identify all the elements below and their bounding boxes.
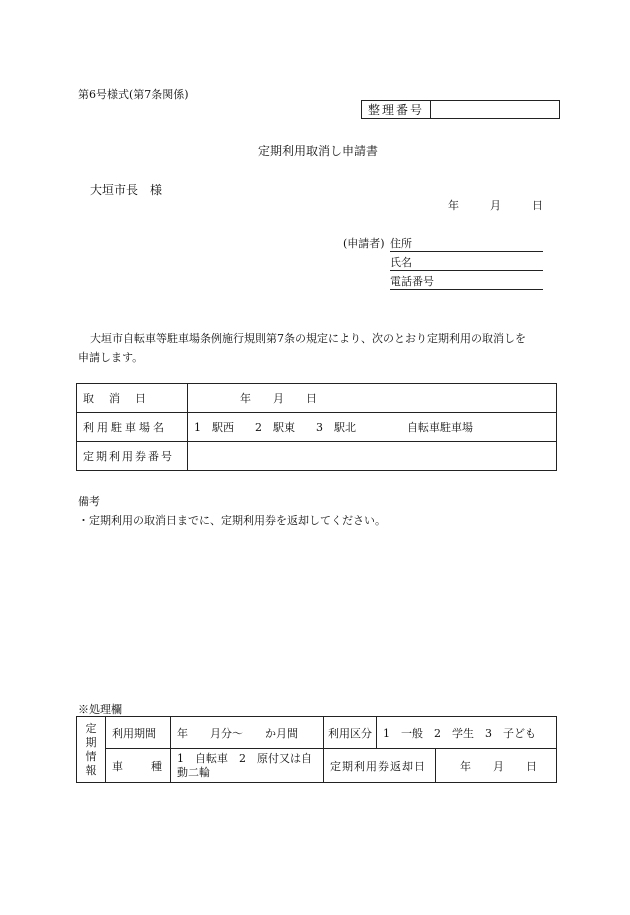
- name-label: 氏名: [390, 254, 543, 271]
- row-label-torikeshi: 取 消 日: [77, 384, 188, 413]
- applicant-phone-field[interactable]: [390, 273, 543, 290]
- row-value-ticket[interactable]: [188, 442, 557, 471]
- shashu-value-line-2: 動二輪: [177, 765, 210, 779]
- table-row: [77, 384, 557, 413]
- table-row: [77, 442, 557, 471]
- return-value[interactable]: 年 月 日: [436, 749, 557, 783]
- kubun-label: 利用区分: [324, 717, 377, 749]
- shashu-value[interactable]: [171, 749, 324, 783]
- seiri-value[interactable]: [431, 101, 560, 119]
- processing-table: [76, 716, 557, 783]
- applicant-prefix: (申請者): [343, 237, 385, 250]
- applicant-address-field[interactable]: [390, 235, 543, 252]
- addressee: 大垣市長 様: [90, 183, 163, 197]
- row-label-ticket: 定期利用券番号: [77, 442, 188, 471]
- parking-option-west[interactable]: 1 駅西: [194, 421, 234, 434]
- date-month: 月: [490, 199, 501, 212]
- row-value-torikeshi[interactable]: 年 月 日: [188, 384, 557, 413]
- body-text-line-1: 大垣市自転車等駐車場条例施行規則第7条の規定により、次のとおり定期利用の取消しを: [90, 332, 526, 345]
- seiri-box: [361, 100, 560, 119]
- table-row: [77, 749, 557, 783]
- date-day: 日: [532, 199, 543, 212]
- form-number: 第6号様式(第7条関係): [78, 88, 189, 101]
- return-label: 定期利用券返却日: [324, 749, 436, 783]
- table-row: [77, 413, 557, 442]
- shashu-label: 車 種: [106, 749, 171, 783]
- remarks-heading: 備考: [78, 495, 100, 508]
- parking-suffix: 自転車駐車場: [407, 421, 473, 434]
- date-year: 年: [448, 199, 459, 212]
- row-value-parking[interactable]: [188, 413, 557, 442]
- row-label-parking: 利用駐車場名: [77, 413, 188, 442]
- applicant-name-field[interactable]: [390, 254, 543, 271]
- body-text-line-2: 申請します。: [78, 351, 144, 364]
- phone-label: 電話番号: [390, 273, 543, 290]
- remarks-item: ・定期利用の取消日までに、定期利用券を返却してください。: [78, 514, 386, 527]
- period-label: 利用期間: [106, 717, 171, 749]
- shashu-value-line-1: 1 自転車 2 原付又は自: [177, 751, 312, 765]
- table-row: [77, 717, 557, 749]
- main-table: [76, 383, 557, 471]
- processing-heading: ※処理欄: [78, 703, 122, 716]
- period-value[interactable]: 年 月分〜 か月間: [171, 717, 324, 749]
- parking-option-north[interactable]: 3 駅北: [316, 421, 356, 434]
- date-line: [448, 197, 543, 213]
- page-title: 定期利用取消し申請書: [258, 144, 379, 158]
- side-label: [77, 717, 106, 783]
- side-label-text: 定期情報: [85, 721, 97, 777]
- seiri-label: 整理番号: [362, 101, 431, 119]
- kubun-value[interactable]: 1 一般 2 学生 3 子ども: [377, 717, 557, 749]
- parking-option-east[interactable]: 2 駅東: [255, 421, 295, 434]
- address-label: 住所: [390, 235, 543, 252]
